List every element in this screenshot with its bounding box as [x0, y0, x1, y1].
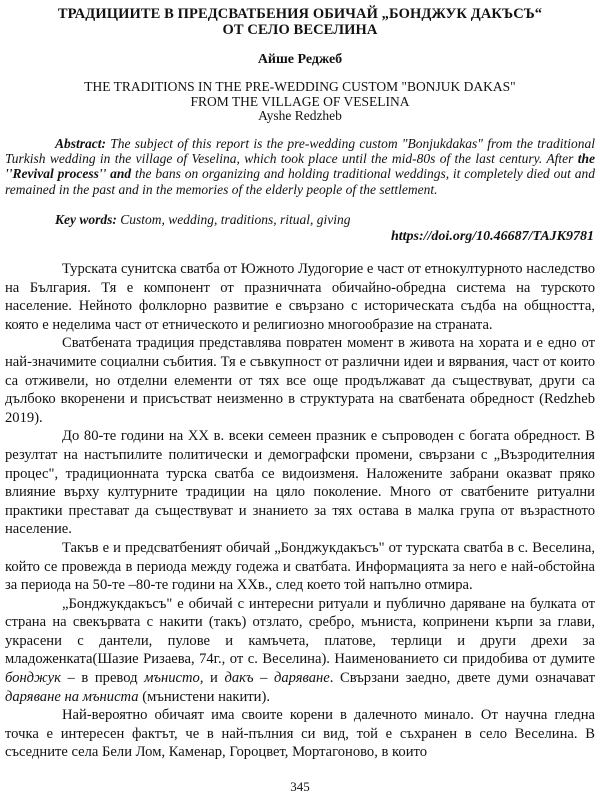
doi-link[interactable]: https://doi.org/10.46687/TAJK9781	[390, 229, 594, 244]
title-bulgarian-line1: ТРАДИЦИИТЕ В ПРЕДСВАТБЕНИЯ ОБИЧАЙ „БОНДЖУК ДАКЪСЪ“	[57, 6, 543, 22]
paragraph-5-text: . Свързани заедно, двете думи означават	[329, 670, 595, 687]
keywords-label: Key words:	[55, 212, 117, 227]
abstract	[5, 136, 595, 197]
title-bulgarian-line2: ОТ СЕЛО ВЕСЕЛИНА	[222, 22, 378, 38]
paragraph-5	[5, 595, 595, 707]
paragraph-5-text: (мънистени накити).	[138, 688, 270, 705]
italic-term-bondzhuk: бонджук	[5, 670, 61, 687]
paragraph-5-text: , и	[199, 670, 225, 687]
paragraph-3: До 80-те години на XX в. всеки семеен празник е съпроводен с богата обредност. В резултат на настъпилите политически и демографски промени, свързани с „Възродителния процес", традиционната турска сватба се видоизменя. Наложените забрани оказват пряко влияние върху културните традиции на цяло поколение. Много от сватбените ритуални практики престават да съществуват и знанието за тях остава в малка група от възрастното население.	[5, 428, 595, 538]
abstract-label: Abstract:	[55, 136, 107, 151]
title-english-line2: FROM THE VILLAGE OF VESELINA	[190, 94, 410, 109]
paragraph-5-text: „Бонджукдакъсъ" е обичай с интересни ритуали и публично даряване на булката от страна на свекървата с накити (такъ) отзлато, сребро, мъниста, копринени кърпи за глави, украсени с дантели, пулове и камъчета, платове, терлици и други дрехи за младоженката(Шазие Ризаева, 74г., от с. Веселина). Наименованието си придобива от думите	[5, 595, 595, 668]
title-english-line1: THE TRADITIONS IN THE PRE-WEDDING CUSTOM "BONJUK DAKAS"	[84, 79, 516, 94]
title-english	[10, 79, 590, 109]
paragraph-6: Най-вероятно обичаят има своите корени в далечното минало. От научна гледна точка е интересен фактът, че в най-пълния си вид, той е съхранен в село Веселина. В съседните села Бели Лом, Каменар, Гороцвет, Мортагоново, в които	[5, 707, 595, 761]
italic-term-daryavane: даряване на мъниста	[5, 688, 139, 705]
page-number: 345	[290, 779, 310, 794]
abstract-text-part2: the bans on organizing and holding traditional weddings, it completely died out and remained in the past and in the memories of the elderly people of the settlement.	[5, 166, 595, 197]
keywords	[55, 212, 595, 228]
paragraph-5-text: – в превод	[60, 670, 145, 687]
author-bulgarian: Айше Реджеб	[257, 52, 343, 67]
keywords-text: Custom, wedding, traditions, ritual, giving	[116, 212, 351, 227]
paragraph-2: Сватбената традиция представлява повратен момент в живота на хората и е едно от най-значимите социални събития. Тя е съвкупност от различни идеи и вярвания, част от които са отживели, но отделни елементи от тях все още продължават да съществуват, други са дълбоко вкоренени и присъстват неизменно в структурата на сватбената обредност (Redzheb 2019).	[5, 335, 595, 426]
italic-term-dak: дакъ – даряване	[224, 670, 330, 687]
author-english: Ayshe Redzheb	[258, 108, 342, 123]
body-text	[5, 260, 595, 762]
paragraph-4: Такъв е и предсватбеният обичай „Бонджукдакъсъ" от турската сватба в с. Веселина, който се провежда в периода между годежа и сватбата. Информацията за него е най-обстойна за периода на 50-те –80-те години на XXв., след което той напълно отмира.	[5, 539, 595, 594]
paragraph-1: Турската сунитска сватба от Южното Лудогорие е част от етнокултурното наследство на България. Тя е компонент от празничната обичайно-обредна система на турското население. Нейното фолклорно развитие е свързано с историческата съдба на общността, която е неделима част от етническото и религиозно многообразие на страната.	[5, 261, 595, 333]
abstract-text-part1: The subject of this report is the pre-wedding custom "Bonjukdakas" from the traditional Turkish wedding in the village of Veselina, which took place until the mid-80s of the last century. After	[5, 136, 595, 167]
title-bulgarian	[10, 6, 590, 38]
abstract-bold-phrase: the ''Revival process'' and	[5, 151, 595, 182]
italic-term-manisto: мънисто	[144, 670, 200, 687]
